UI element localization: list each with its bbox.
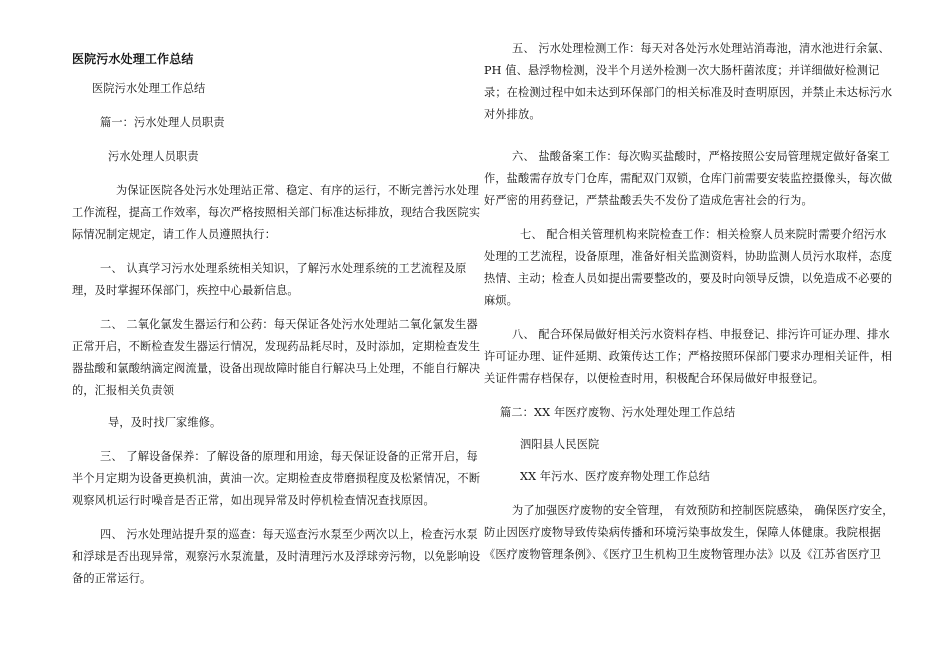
item-3-line: 观察风机运行时噪音是否正常，如出现异常及时停机检查情况查找原因。 [72,494,435,507]
item-6-line: 六、 盐酸备案工作：每次购买盐酸时，严格按照公安局管理规定做好备案工 [512,150,890,163]
item-4-line: 和浮球是否出现异常，观察污水泵流量，及时清理污水及浮球旁污物，以免影响设 [72,550,481,563]
item-5-line: PH 值、悬浮物检测，没半个月送外检测一次大肠杆菌浓度；并详细做好检测记 [484,64,880,77]
duty-heading: 污水处理人员职责 [108,150,199,163]
item-7-line: 处理的工艺流程，设备原理，准备好相关监测资料，协助监测人员污水取样，态度 [484,250,893,263]
item-2-line: 器盐酸和氯酸纳滴定阀流量，设备出现故障时能自行解决马上处理，不能自行解决 [72,362,481,375]
item-4-line: 四、 污水处理站提升泵的巡查：每天巡查污水泵至少两次以上，检查污水泵 [100,528,478,541]
paragraph-line: 际情况制定规定，请工作人员遵照执行： [72,228,277,241]
item-6-line: 好严密的用药登记，严禁盐酸丢失不发份了造成危害社会的行为。 [484,194,813,207]
item-1-line: 理，及时掌握环保部门，疾控中心最新信息。 [72,284,299,297]
item-8-line: 许可证办理、证件延期、政策传达工作；严格按照环保部门要求办理相关证件，相 [484,350,893,363]
item-1-line: 一、 认真学习污水处理系统相关知识，了解污水处理系统的工艺流程及原 [100,262,467,275]
report-title: XX 年污水、医疗废弃物处理工作总结 [520,470,710,483]
item-7-line: 麻烦。 [484,294,519,307]
item-7-line: 七、 配合相关管理机构来院检查工作：相关检察人员来院时需要介绍污水 [520,228,887,241]
item-2-continuation: 导，及时找厂家维修。 [108,416,222,429]
body-line: 防止因医疗废物导致传染病传播和环境污染事故发生，保障人体健康。我院根据 [484,526,881,539]
item-6-line: 作，盐酸需存放专门仓库，需配双门双锁，仓库门前需要安装监控摄像头，每次做 [484,172,893,185]
item-8-line: 八、 配合环保局做好相关污水资料存档、申报登记、排污许可证办理、排水 [512,328,890,341]
item-4-line: 备的正常运行。 [72,572,152,585]
item-5-line: 录；在检测过程中如未达到环保部门的相关标准及时查明原因，并禁止未达标污水 [484,86,893,99]
item-7-line: 热情、主动；检查人员如提出需要整改的，要及时向领导反馈，以免造成不必要的 [484,272,893,285]
paragraph-line: 为保证医院各处污水处理站正常、稳定、有序的运行，不断完善污水处理 [116,184,479,197]
item-2-line: 的，汇报相关负责领 [72,384,175,397]
part2-heading: 篇二：XX 年医疗废物、污水处理处理工作总结 [500,406,736,419]
item-3-line: 三、 了解设备保养：了解设备的原理和用途，每天保证设备的正常开启，每 [100,450,478,463]
item-2-line: 正常开启，不断检查发生器运行情况，发现药品耗尽时，及时添加，定期检查发生 [72,340,481,353]
item-2-line: 二、 二氧化氯发生器运行和公药：每天保证各处污水处理站二氧化氯发生器 [100,318,478,331]
body-line: 为了加强医疗废物的安全管理， 有效预防和控制医院感染， 确保医疗安全， [512,504,894,517]
paragraph-line: 工作流程，提高工作效率，每次严格按照相关部门标准达标排放，现结合我医院实 [72,206,481,219]
item-5-line: 对外排放。 [484,108,541,121]
item-3-line: 半个月定期为设备更换机油，黄油一次。定期检查皮带磨损程度及松紧情况，不断 [72,472,481,485]
part1-heading: 篇一：污水处理人员职责 [100,116,225,129]
item-8-line: 关证件需存档保存，以便检查时用，积极配合环保局做好申报登记。 [484,372,825,385]
hospital-name: 泗阳县人民医院 [520,438,600,451]
body-line: 《医疗废物管理条例》、《医疗卫生机构卫生废物管理办法》以及《江苏省医疗卫 [484,548,881,561]
document-title: 医院污水处理工作总结 [72,52,194,66]
item-5-line: 五、 污水处理检测工作：每天对各处污水处理站消毒池，清水池进行余氯、 [512,42,890,55]
subtitle: 医院污水处理工作总结 [92,82,206,95]
